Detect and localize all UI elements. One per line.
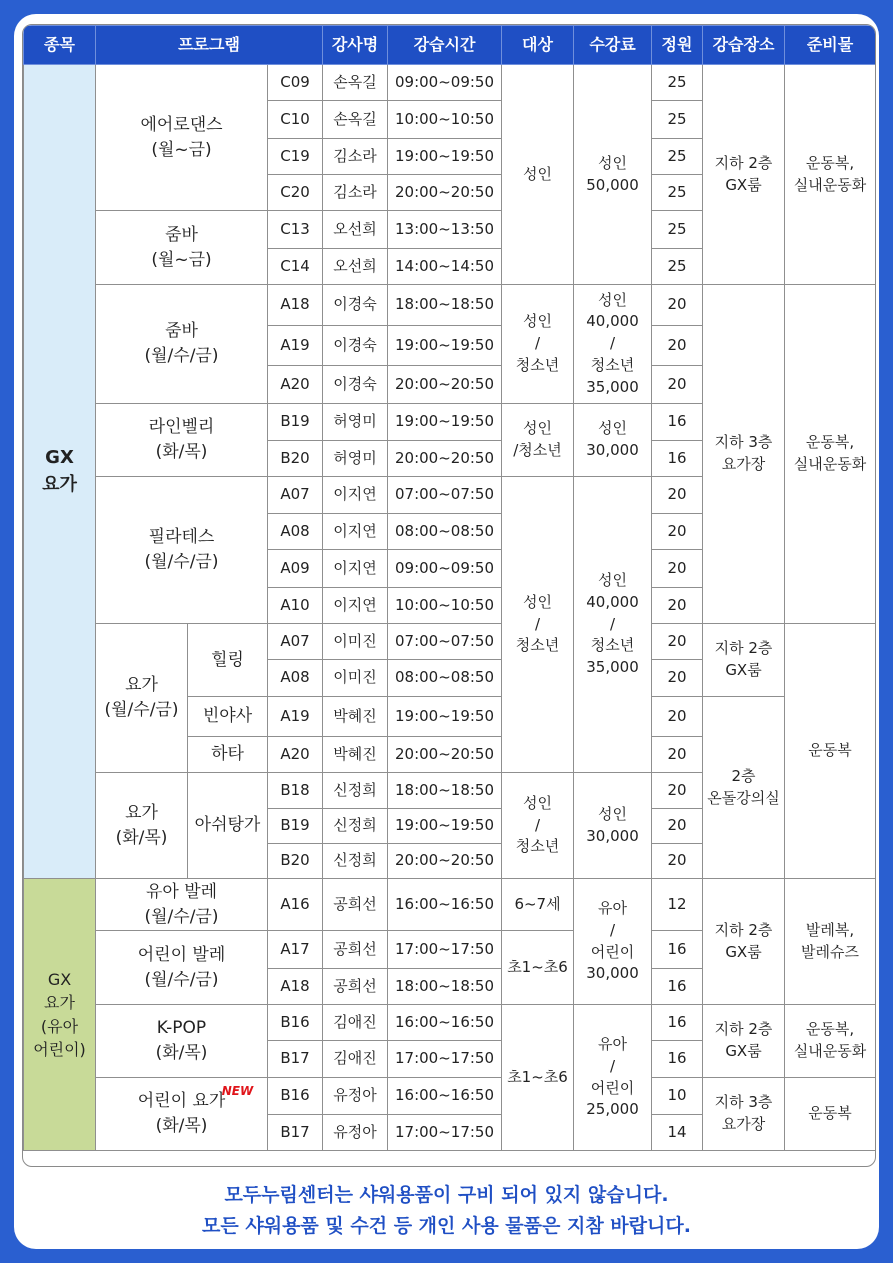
text-line: 요가: [42, 473, 77, 495]
text-line: 40,000: [586, 592, 639, 611]
fee-30000-b: [574, 773, 652, 879]
capacity: 25: [652, 139, 703, 175]
text-line: 발레복,: [805, 920, 855, 939]
sub-healing: [188, 624, 268, 697]
program-kids-yoga: [96, 1078, 268, 1151]
program-line-belly: [96, 404, 268, 477]
capacity: 20: [652, 326, 703, 366]
text-line: 성인: [598, 153, 627, 172]
text-line: 실내운동화: [793, 455, 867, 473]
text-line: 성인: [523, 793, 552, 812]
instructor-name: 손옥길: [323, 65, 388, 101]
text-line: 유아 발레: [145, 881, 218, 902]
footer-line-1: 모두누림센터는 샤워용품이 구비 되어 있지 않습니다.: [224, 1184, 669, 1206]
instructor-name: 이지연: [323, 477, 388, 514]
instructor-name: 이미진: [323, 660, 388, 697]
table-row: [24, 1078, 876, 1115]
class-time: 07:00~07:50: [388, 624, 502, 660]
location-2f-ondol: [703, 697, 785, 879]
class-code: A10: [268, 588, 323, 624]
text-line: (월/수/금): [144, 906, 219, 927]
instructor-name: 김소라: [323, 175, 388, 211]
class-code: C20: [268, 175, 323, 211]
sport-gx-yoga-kids: [24, 879, 96, 1151]
class-time: 08:00~08:50: [388, 660, 502, 697]
text-line: /: [534, 815, 541, 834]
capacity: 10: [652, 1078, 703, 1115]
class-time: 16:00~16:50: [388, 1005, 502, 1041]
target-adult-youth-4: [502, 773, 574, 879]
program-yoga-tt: [96, 773, 188, 879]
text-line: (월/수/금): [144, 969, 219, 990]
class-time: 08:00~08:50: [388, 514, 502, 550]
program-zumba-mwf2: [96, 285, 268, 404]
fee-40000-b: [574, 477, 652, 773]
header-target: 대상: [502, 26, 574, 65]
class-time: 19:00~19:50: [388, 139, 502, 175]
class-time: 19:00~19:50: [388, 404, 502, 441]
text-line: 성인: [523, 592, 552, 611]
instructor-name: 박혜진: [323, 697, 388, 737]
class-code: A08: [268, 514, 323, 550]
text-line: 요가장: [721, 455, 766, 473]
program-pilates: [96, 477, 268, 624]
class-time: 19:00~19:50: [388, 809, 502, 844]
text-line: 성인: [598, 290, 627, 309]
location-b2-gx-b: [703, 624, 785, 697]
text: 아쉬탕가: [194, 815, 261, 836]
text-line: GX룸: [725, 175, 762, 194]
text-line: 어린이 요가: [137, 1091, 226, 1112]
capacity: 20: [652, 809, 703, 844]
class-code: B20: [268, 844, 323, 879]
class-time: 20:00~20:50: [388, 366, 502, 404]
text-line: 실내운동화: [793, 175, 867, 194]
fee-kids-30000: [574, 879, 652, 1005]
sub-hatha: [188, 737, 268, 773]
class-time: 10:00~10:50: [388, 588, 502, 624]
capacity: 25: [652, 175, 703, 211]
table-row: [24, 65, 876, 101]
text-line: 성인: [598, 419, 627, 438]
text-line: (월~금): [151, 249, 212, 270]
text-line: 2층: [731, 766, 756, 785]
capacity: 14: [652, 1115, 703, 1151]
instructor-name: 김소라: [323, 139, 388, 175]
text-line: 청소년: [515, 636, 560, 655]
capacity: 20: [652, 773, 703, 809]
program-yoga-mwf: [96, 624, 188, 773]
footer-notice: [14, 1180, 879, 1242]
class-code: C09: [268, 65, 323, 101]
capacity: 20: [652, 550, 703, 588]
class-time: 17:00~17:50: [388, 931, 502, 969]
text: 힐링: [211, 649, 244, 670]
text-line: GX룸: [725, 661, 762, 679]
text-line: (화/목): [155, 1043, 208, 1063]
text-line: 발레슈즈: [801, 942, 859, 961]
text-line: 지하 3층: [714, 1093, 773, 1112]
capacity: 20: [652, 697, 703, 737]
class-time: 09:00~09:50: [388, 550, 502, 588]
supplies-wear-shoes-b: [785, 285, 876, 624]
class-code: A20: [268, 737, 323, 773]
instructor-name: 이경숙: [323, 285, 388, 326]
table-row: [24, 285, 876, 326]
sub-ashtanga: [188, 773, 268, 879]
instructor-name: 공희선: [323, 879, 388, 931]
header-instructor: 강사명: [323, 26, 388, 65]
instructor-name: 이경숙: [323, 366, 388, 404]
location-b2-gx-d: [703, 1005, 785, 1078]
text-line: /: [534, 614, 541, 633]
class-code: B20: [268, 441, 323, 477]
text-line: (화/목): [115, 827, 168, 848]
fee-kids-25000: [574, 1005, 652, 1151]
text-line: (월/수/금): [144, 552, 219, 572]
fee-50000: [574, 65, 652, 285]
text-line: /: [609, 614, 616, 633]
class-time: 20:00~20:50: [388, 175, 502, 211]
text-line: 줌바: [165, 321, 198, 342]
text-line: 유아: [598, 899, 627, 917]
text-line: 어린이 발레: [137, 944, 226, 965]
capacity: 20: [652, 366, 703, 404]
instructor-name: 이경숙: [323, 326, 388, 366]
capacity: 20: [652, 737, 703, 773]
text-line: 유아: [598, 1035, 627, 1053]
text-line: (화/목): [155, 442, 208, 462]
text-line: 지하 2층: [714, 639, 773, 658]
program-kids-ballet: [96, 931, 268, 1005]
class-code: A09: [268, 550, 323, 588]
text-line: /: [609, 1056, 616, 1075]
text: 운동복: [808, 741, 852, 760]
instructor-name: 이지연: [323, 550, 388, 588]
text: 하타: [211, 744, 244, 765]
class-time: 16:00~16:50: [388, 879, 502, 931]
capacity: 16: [652, 1041, 703, 1078]
instructor-name: 이지연: [323, 514, 388, 550]
class-time: 20:00~20:50: [388, 441, 502, 477]
text-line: 라인벨리: [148, 417, 215, 438]
text-line: 지하 3층: [714, 433, 773, 452]
text-line: K-POP: [156, 1018, 207, 1039]
text-line: 어린이: [590, 942, 635, 961]
class-time: 13:00~13:50: [388, 211, 502, 249]
text: 초1~초6: [507, 957, 568, 976]
text-line: 요가: [125, 802, 158, 823]
capacity: 20: [652, 588, 703, 624]
capacity: 25: [652, 249, 703, 285]
location-b3-yoga-b: [703, 1078, 785, 1151]
class-time: 09:00~09:50: [388, 65, 502, 101]
capacity: 20: [652, 660, 703, 697]
class-code: A19: [268, 697, 323, 737]
text-line: /: [609, 920, 616, 939]
fee-40000: [574, 285, 652, 404]
footer-line-2: 모든 샤워용품 및 수건 등 개인 사용 물품은 지참 바랍니다.: [202, 1215, 691, 1237]
text-line: GX: [45, 447, 74, 469]
class-code: A18: [268, 285, 323, 326]
target-adult-youth: [502, 285, 574, 404]
schedule-table: [22, 24, 876, 1167]
instructor-name: 허영미: [323, 404, 388, 441]
text-line: 40,000: [586, 312, 639, 331]
class-code: A08: [268, 660, 323, 697]
capacity: 16: [652, 969, 703, 1005]
location-b2-gx-c: [703, 879, 785, 1005]
class-code: A16: [268, 879, 323, 931]
text-line: 35,000: [586, 377, 639, 396]
text-line: 지하 2층: [714, 153, 773, 172]
location-b2-gx: [703, 65, 785, 285]
header-sport: 종목: [24, 26, 96, 65]
class-time: 07:00~07:50: [388, 477, 502, 514]
capacity: 20: [652, 477, 703, 514]
text-line: 요가: [125, 675, 158, 696]
class-time: 20:00~20:50: [388, 737, 502, 773]
instructor-name: 오선희: [323, 211, 388, 249]
target-adult: [502, 65, 574, 285]
class-code: B17: [268, 1115, 323, 1151]
class-code: C14: [268, 249, 323, 285]
text-line: 50,000: [586, 175, 639, 194]
header-supplies: 준비물: [785, 26, 876, 65]
text: 빈야사: [202, 706, 253, 727]
text-line: 25,000: [586, 1100, 639, 1119]
text-line: 줌바: [165, 224, 198, 245]
text-line: 성인: [523, 419, 552, 438]
text-line: (화/목): [155, 1116, 208, 1136]
text-line: GX룸: [725, 942, 762, 961]
text-line: /: [609, 334, 616, 353]
capacity: 12: [652, 879, 703, 931]
text-line: GX: [47, 970, 72, 990]
capacity: 25: [652, 101, 703, 139]
text: 성인: [523, 164, 552, 183]
text: 운동복: [808, 1104, 852, 1123]
supplies-wear-b: [785, 1078, 876, 1151]
text-line: 요가: [44, 993, 75, 1013]
target-age-6-7: [502, 879, 574, 931]
text-line: 에어로댄스: [140, 114, 223, 135]
class-code: B16: [268, 1078, 323, 1115]
instructor-name: 신정희: [323, 809, 388, 844]
table-row: [24, 1005, 876, 1041]
capacity: 16: [652, 404, 703, 441]
instructor-name: 유정아: [323, 1115, 388, 1151]
class-code: C19: [268, 139, 323, 175]
header-program: 프로그램: [96, 26, 323, 65]
capacity: 16: [652, 441, 703, 477]
class-time: 17:00~17:50: [388, 1115, 502, 1151]
instructor-name: 오선희: [323, 249, 388, 285]
text-line: 청소년: [515, 837, 560, 856]
instructor-name: 신정희: [323, 773, 388, 809]
program-zumba-mwf: [96, 211, 268, 285]
instructor-name: 이미진: [323, 624, 388, 660]
header-row: [24, 26, 876, 65]
capacity: 25: [652, 65, 703, 101]
text-line: 30,000: [586, 826, 639, 845]
class-code: B16: [268, 1005, 323, 1041]
class-code: A18: [268, 969, 323, 1005]
text-line: /: [534, 334, 541, 353]
text-line: /청소년: [513, 441, 562, 459]
class-time: 17:00~17:50: [388, 1041, 502, 1078]
class-time: 19:00~19:50: [388, 697, 502, 737]
text-line: 청소년: [590, 636, 635, 655]
program-baby-ballet: [96, 879, 268, 931]
header-capacity: 정원: [652, 26, 703, 65]
supplies-wear-shoes: [785, 65, 876, 285]
table-row: [24, 879, 876, 931]
location-b3-yoga: [703, 285, 785, 624]
class-code: B18: [268, 773, 323, 809]
class-code: C13: [268, 211, 323, 249]
target-adult-youth-3: [502, 477, 574, 773]
text-line: 온돌강의실: [707, 788, 780, 807]
header-location: 강습장소: [703, 26, 785, 65]
class-time: 18:00~18:50: [388, 285, 502, 326]
text-line: 어린이: [590, 1078, 635, 1097]
supplies-wear-shoes-c: [785, 1005, 876, 1078]
class-code: A07: [268, 477, 323, 514]
instructor-name: 신정희: [323, 844, 388, 879]
class-code: A07: [268, 624, 323, 660]
instructor-name: 김애진: [323, 1005, 388, 1041]
instructor-name: 김애진: [323, 1041, 388, 1078]
instructor-name: 유정아: [323, 1078, 388, 1115]
capacity: 25: [652, 211, 703, 249]
instructor-name: 이지연: [323, 588, 388, 624]
text-line: 운동복,: [805, 433, 855, 452]
sub-vinyasa: [188, 697, 268, 737]
capacity: 20: [652, 285, 703, 326]
text-line: 청소년: [515, 355, 560, 374]
text-line: 성인: [598, 804, 627, 823]
capacity: 20: [652, 624, 703, 660]
class-code: C10: [268, 101, 323, 139]
text-line: GX룸: [725, 1042, 762, 1060]
text-line: 청소년: [590, 355, 635, 374]
text-line: 필라테스: [148, 527, 215, 548]
text: 6~7세: [514, 894, 561, 913]
text-line: 어린이): [33, 1039, 86, 1059]
header-time: 강습시간: [388, 26, 502, 65]
text: 초1~초6: [507, 1067, 568, 1086]
text-line: (월/수/금): [104, 700, 179, 720]
text-line: (월/수/금): [144, 346, 219, 366]
class-time: 14:00~14:50: [388, 249, 502, 285]
capacity: 20: [652, 844, 703, 879]
class-code: B17: [268, 1041, 323, 1078]
text-line: 지하 2층: [714, 920, 773, 939]
capacity: 20: [652, 514, 703, 550]
capacity: 16: [652, 1005, 703, 1041]
program-aerobic: [96, 65, 268, 211]
class-code: A17: [268, 931, 323, 969]
text-line: 운동복,: [805, 1020, 855, 1039]
target-grade-1-6-b: [502, 1005, 574, 1151]
sport-gx-yoga: [24, 65, 96, 879]
text-line: 30,000: [586, 964, 639, 983]
class-code: B19: [268, 404, 323, 441]
new-badge: NEW: [221, 1084, 254, 1099]
instructor-name: 허영미: [323, 441, 388, 477]
target-adult-youth-2: [502, 404, 574, 477]
instructor-name: 박혜진: [323, 737, 388, 773]
class-code: B19: [268, 809, 323, 844]
text-line: 요가장: [721, 1115, 766, 1133]
supplies-wear: [785, 624, 876, 879]
text-line: 35,000: [586, 658, 639, 677]
class-time: 16:00~16:50: [388, 1078, 502, 1115]
class-time: 20:00~20:50: [388, 844, 502, 879]
text-line: 지하 2층: [714, 1020, 773, 1039]
instructor-name: 공희선: [323, 969, 388, 1005]
table-row: [24, 624, 876, 660]
fee-30000: [574, 404, 652, 477]
text-line: 성인: [523, 312, 552, 331]
text-line: 30,000: [586, 441, 639, 459]
text-line: (유아: [40, 1016, 79, 1036]
program-kpop: [96, 1005, 268, 1078]
class-code: A20: [268, 366, 323, 404]
header-fee: 수강료: [574, 26, 652, 65]
text-line: (월~금): [151, 139, 212, 160]
target-grade-1-6: [502, 931, 574, 1005]
class-time: 10:00~10:50: [388, 101, 502, 139]
text-line: 실내운동화: [793, 1042, 867, 1060]
supplies-ballet: [785, 879, 876, 1005]
text-line: 운동복,: [805, 153, 855, 172]
class-time: 19:00~19:50: [388, 326, 502, 366]
class-code: A19: [268, 326, 323, 366]
text-line: 성인: [598, 571, 627, 590]
instructor-name: 손옥길: [323, 101, 388, 139]
class-time: 18:00~18:50: [388, 969, 502, 1005]
capacity: 16: [652, 931, 703, 969]
class-time: 18:00~18:50: [388, 773, 502, 809]
instructor-name: 공희선: [323, 931, 388, 969]
